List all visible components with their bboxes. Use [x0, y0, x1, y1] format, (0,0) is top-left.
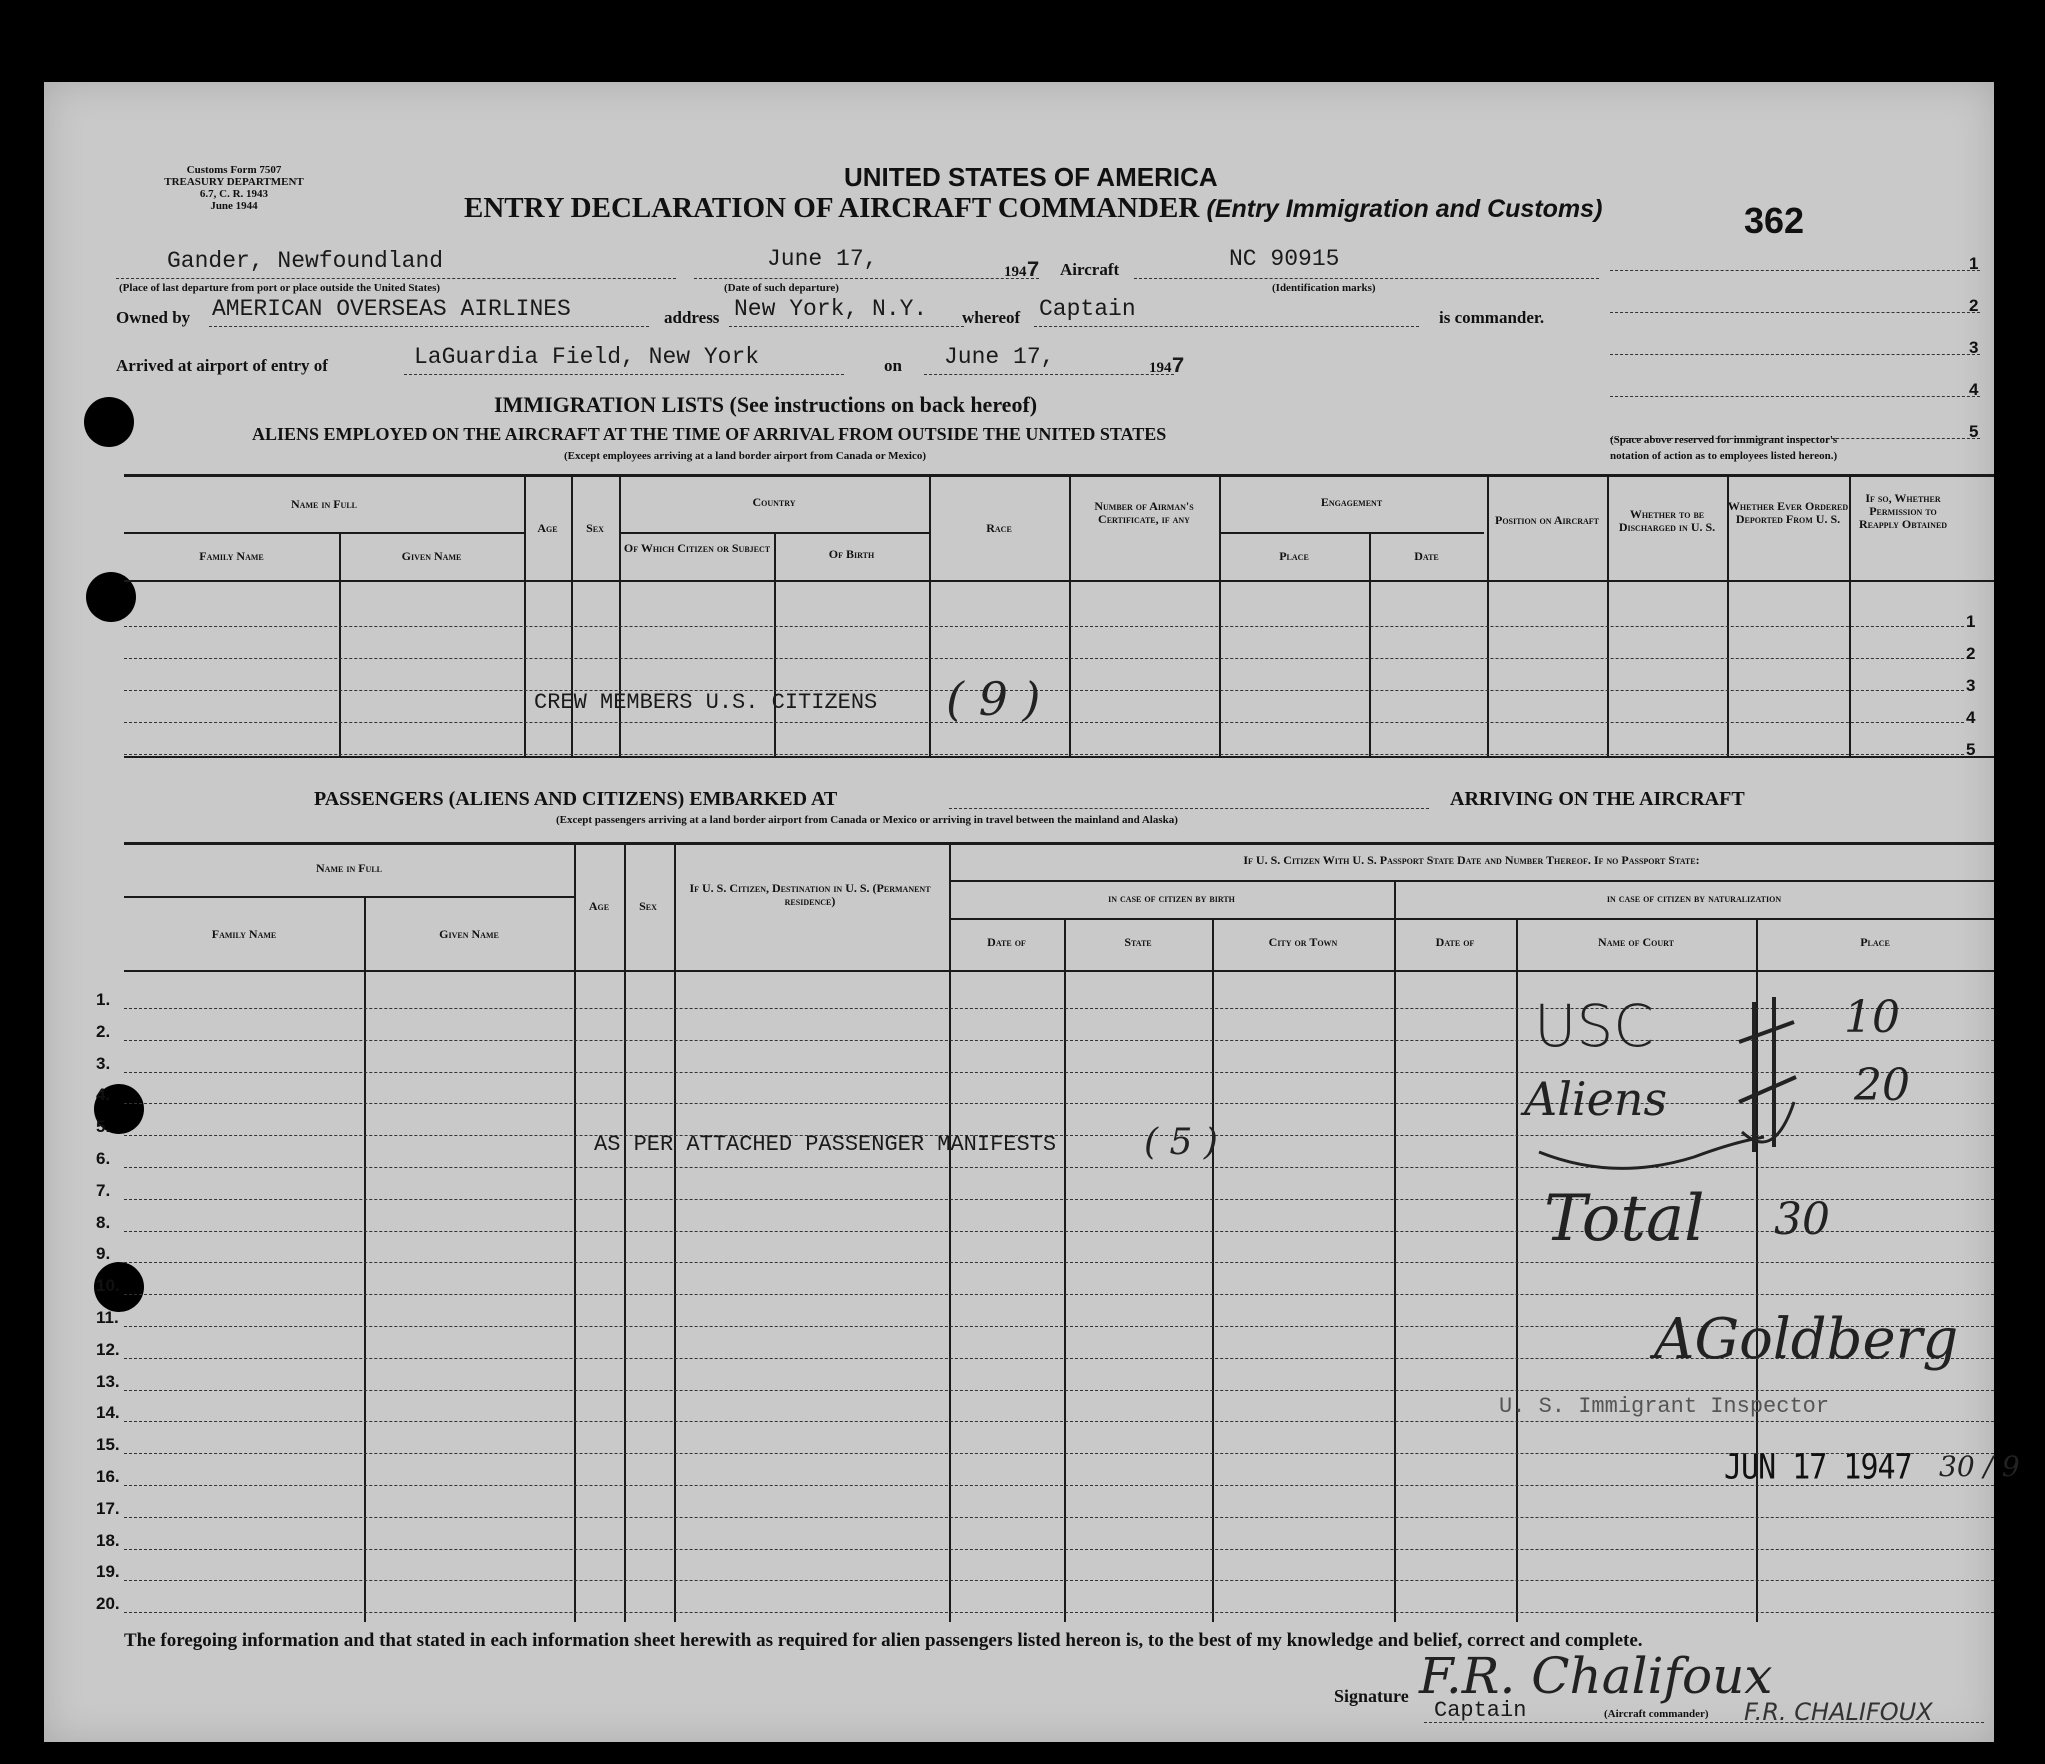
- pax-col-name-in-full: Name in Full: [316, 861, 382, 875]
- row-number: 10.: [96, 1276, 120, 1296]
- side-caption-2: notation of action as to employees listed hereon.): [1610, 450, 1838, 462]
- country-heading: UNITED STATES OF AMERICA: [844, 162, 1218, 192]
- is-commander-label: is commander.: [1439, 308, 1545, 327]
- pax-col-by-birth: in case of citizen by birth: [1108, 891, 1235, 905]
- form-number: Customs Form 7507: [186, 164, 282, 176]
- imm-col-sex: Sex: [586, 521, 604, 535]
- arrival-on-label: on: [884, 356, 902, 375]
- table-divider: [524, 474, 526, 756]
- signer-caption: (Aircraft commander): [1604, 1708, 1709, 1720]
- annotation-usc-count: 10: [1844, 992, 1900, 1043]
- row-number: 12.: [96, 1339, 120, 1359]
- commander-title: Captain: [1039, 296, 1136, 322]
- stamp-mark: 30 / 9: [1939, 1450, 2020, 1483]
- pax-col-by-naturalization: in case of citizen by naturalization: [1606, 891, 1782, 905]
- punch-hole: [84, 397, 134, 447]
- address-label: address: [664, 308, 720, 327]
- immigration-note: (Except employees arriving at a land border airport from Canada or Mexico): [564, 450, 927, 462]
- aircraft-label: Aircraft: [1060, 260, 1120, 279]
- imm-col-reapply: If so, Whether Permission to Reapply Obtained: [1858, 491, 1948, 531]
- table-row: [124, 658, 1964, 659]
- reserved-line-number: 5: [1969, 422, 1979, 441]
- signer-title: Captain: [1434, 1698, 1527, 1723]
- table-divider: [574, 842, 576, 1622]
- row-number: 19.: [96, 1562, 120, 1582]
- immigration-subtitle: ALIENS EMPLOYED ON THE AIRCRAFT AT THE TIME OF ARRIVAL FROM OUTSIDE THE UNITED STATES: [252, 424, 1167, 444]
- row-number: 2.: [96, 1021, 111, 1041]
- table-row: [124, 1262, 1994, 1263]
- owned-by-label: Owned by: [116, 308, 191, 327]
- row-number: 2: [1966, 644, 1976, 663]
- imm-col-position: Position on Aircraft: [1494, 513, 1599, 527]
- side-caption-1: (Space above reserved for immigrant inspector's: [1610, 434, 1838, 446]
- commander-signature: F.R. Chalifoux: [1419, 1647, 1773, 1705]
- table-row: [124, 1072, 1994, 1073]
- form-sheet: [44, 82, 2020, 1742]
- row-number: 17.: [96, 1498, 120, 1518]
- title-main: ENTRY DECLARATION OF AIRCRAFT COMMANDER: [464, 192, 1200, 224]
- table-row: [124, 1612, 1994, 1613]
- passengers-title-left: PASSENGERS (ALIENS AND CITIZENS) EMBARKED AT: [314, 788, 838, 810]
- annotation-total-count: 30: [1774, 1194, 1830, 1245]
- table-row: [124, 1294, 1994, 1295]
- departure-year-prefix: 194: [1004, 264, 1027, 280]
- pax-col-place: Place: [1860, 935, 1890, 949]
- table-row: [124, 722, 1964, 723]
- table-row: [124, 1008, 1994, 1009]
- table-row: [124, 1040, 1994, 1041]
- table-row: [124, 1421, 1994, 1422]
- row-number: 13.: [96, 1371, 120, 1391]
- imm-col-birth: Of Birth: [828, 547, 875, 561]
- row-number: 20.: [96, 1594, 120, 1614]
- row-number: 4.: [96, 1085, 111, 1105]
- form-department: TREASURY DEPARTMENT: [164, 176, 304, 188]
- table-row: [124, 1485, 1994, 1486]
- reserved-line-number: 2: [1969, 296, 1979, 315]
- row-number: 15.: [96, 1435, 120, 1455]
- signature-label: Signature: [1334, 1686, 1409, 1706]
- row-number: 6.: [96, 1149, 111, 1168]
- table-row: [124, 1199, 1994, 1200]
- row-number: 9.: [96, 1244, 111, 1264]
- row-number: 5.: [96, 1117, 111, 1137]
- imm-col-age: Age: [537, 521, 558, 535]
- annotation-total: Total: [1544, 1182, 1705, 1256]
- manifest-count: ( 5 ): [1144, 1122, 1218, 1163]
- arrival-year-prefix: 194: [1149, 360, 1172, 376]
- imm-col-country: Country: [752, 495, 796, 509]
- table-row: [124, 754, 1964, 755]
- page-title: [464, 192, 1602, 225]
- row-number: 3.: [96, 1053, 111, 1073]
- passengers-title-right: ARRIVING ON THE AIRCRAFT: [1450, 788, 1745, 810]
- row-number: 7.: [96, 1180, 111, 1200]
- whereof-label: whereof: [962, 308, 1021, 327]
- pax-col-city: City or Town: [1268, 935, 1338, 949]
- table-row: [124, 1580, 1994, 1581]
- form-id-block: [109, 164, 359, 212]
- imm-col-citizen: Of Which Citizen or Subject: [623, 541, 771, 555]
- table-divider: [1394, 880, 1396, 1622]
- arrived-label: Arrived at airport of entry of: [116, 356, 328, 375]
- departure-date-caption: (Date of such departure): [724, 282, 839, 294]
- title-sub: (Entry Immigration and Customs): [1206, 195, 1603, 223]
- imm-col-family-name: Family Name: [199, 549, 264, 563]
- imm-col-place: Place: [1279, 549, 1309, 563]
- crew-count: ( 9 ): [946, 672, 1041, 726]
- row-number: 4: [1966, 708, 1976, 727]
- table-divider: [1219, 474, 1221, 756]
- row-number: 5: [1966, 740, 1976, 759]
- annotation-usc: USC: [1534, 992, 1654, 1060]
- row-number: 8.: [96, 1212, 111, 1232]
- table-row: [124, 1103, 1994, 1104]
- reserved-line: [1610, 354, 1980, 355]
- table-row: [124, 1453, 1994, 1454]
- arrival-year-suffix: 7: [1171, 354, 1185, 379]
- reserved-line-number: 3: [1969, 338, 1979, 357]
- pax-col-sex: Sex: [639, 899, 657, 913]
- inspector-label: U. S. Immigrant Inspector: [1499, 1394, 1830, 1419]
- imm-col-name-in-full: Name in Full: [291, 497, 357, 511]
- aircraft-caption: (Identification marks): [1272, 282, 1376, 294]
- imm-col-airman-cert: Number of Airman's Certificate, if any: [1094, 499, 1194, 526]
- table-divider: [364, 896, 366, 1622]
- table-row: [124, 690, 1964, 691]
- form-date: June 1944: [210, 200, 258, 212]
- reserved-line-number: 1: [1969, 254, 1979, 273]
- reserved-line-number: 4: [1969, 380, 1979, 399]
- pax-col-date-of-2: Date of: [1435, 935, 1475, 949]
- row-number: 16.: [96, 1467, 120, 1486]
- pax-col-age: Age: [588, 899, 610, 913]
- immigration-title: IMMIGRATION LISTS (See instructions on back hereof): [494, 392, 1038, 417]
- arrival-year: [1149, 354, 1185, 379]
- departure-place: Gander, Newfoundland: [167, 248, 444, 274]
- imm-col-engagement: Engagement: [1320, 495, 1383, 509]
- pax-col-destination: If U. S. Citizen, Destination in U. S. (Permanent residence): [689, 881, 931, 908]
- annotation-aliens-count: 20: [1854, 1060, 1910, 1111]
- reserved-line: [1610, 270, 1980, 271]
- manifest-note: AS PER ATTACHED PASSENGER MANIFESTS: [594, 1132, 1057, 1157]
- arrival-date: June 17,: [944, 344, 1055, 370]
- table-row: [124, 1549, 1994, 1550]
- row-number: 1.: [96, 990, 111, 1009]
- pax-col-date-of: Date of: [987, 935, 1026, 949]
- passengers-note: (Except passengers arriving at a land border airport from Canada or Mexico or arriving in travel between the mainland and Alaska): [556, 814, 1178, 826]
- imm-col-date: Date: [1414, 549, 1439, 563]
- pax-col-family-name: Family Name: [211, 927, 277, 941]
- table-row: [124, 1231, 1994, 1232]
- departure-year: [1004, 258, 1040, 283]
- owner-name: AMERICAN OVERSEAS AIRLINES: [212, 296, 571, 322]
- declaration-text: The foregoing information and that stated in each information sheet herewith as required for alien passengers listed hereon is, to the best of my knowledge and belief, correct and complete.: [124, 1630, 1643, 1651]
- arrival-stamp-date: JUN 17 1947: [1724, 1447, 1912, 1488]
- departure-date: June 17,: [767, 246, 878, 272]
- annotation-aliens: Aliens: [1524, 1072, 1668, 1126]
- row-number: 1: [1966, 612, 1976, 631]
- crew-note: CREW MEMBERS U.S. CITIZENS: [534, 690, 878, 715]
- row-number: 14.: [96, 1403, 120, 1423]
- reserved-line: [1610, 396, 1980, 397]
- departure-place-caption: (Place of last departure from port or place outside the United States): [119, 282, 441, 294]
- pax-col-state: State: [1124, 935, 1152, 949]
- table-row: [124, 626, 1964, 627]
- imm-col-given-name: Given Name: [401, 549, 462, 563]
- pax-col-court: Name of Court: [1598, 935, 1674, 949]
- table-row: [124, 1390, 1994, 1391]
- table-divider: [674, 842, 676, 1622]
- underline-squiggle-icon: [1534, 1122, 1774, 1182]
- table-divider: [929, 474, 931, 756]
- table-divider: [624, 842, 626, 1622]
- owner-address: New York, N.Y.: [734, 296, 928, 322]
- pax-col-given-name: Given Name: [439, 927, 499, 941]
- row-number: 3: [1966, 676, 1976, 695]
- signer-name: F.R. CHALIFOUX: [1744, 1698, 1933, 1726]
- table-row: [124, 1517, 1994, 1518]
- form-serial-number: 362: [1744, 200, 1805, 241]
- imm-col-deported: Whether Ever Ordered Deported From U. S.: [1727, 499, 1849, 526]
- inspector-signature: AGoldberg: [1654, 1307, 1959, 1372]
- departure-year-suffix: 7: [1026, 258, 1040, 283]
- form-regulation: 6.7, C. R. 1943: [199, 188, 269, 200]
- reserved-line: [1610, 312, 1980, 313]
- imm-col-discharged: Whether to be Discharged in U. S.: [1618, 507, 1716, 534]
- row-number: 11.: [96, 1308, 119, 1327]
- row-number: 18.: [96, 1530, 120, 1550]
- arrival-airport: LaGuardia Field, New York: [414, 344, 760, 370]
- table-divider: [949, 842, 951, 1622]
- pax-col-passport: If U. S. Citizen With U. S. Passport State Date and Number Thereof. If no Passport State:: [1243, 853, 1700, 867]
- aircraft-marks: NC 90915: [1229, 246, 1340, 272]
- imm-col-race: Race: [986, 521, 1012, 535]
